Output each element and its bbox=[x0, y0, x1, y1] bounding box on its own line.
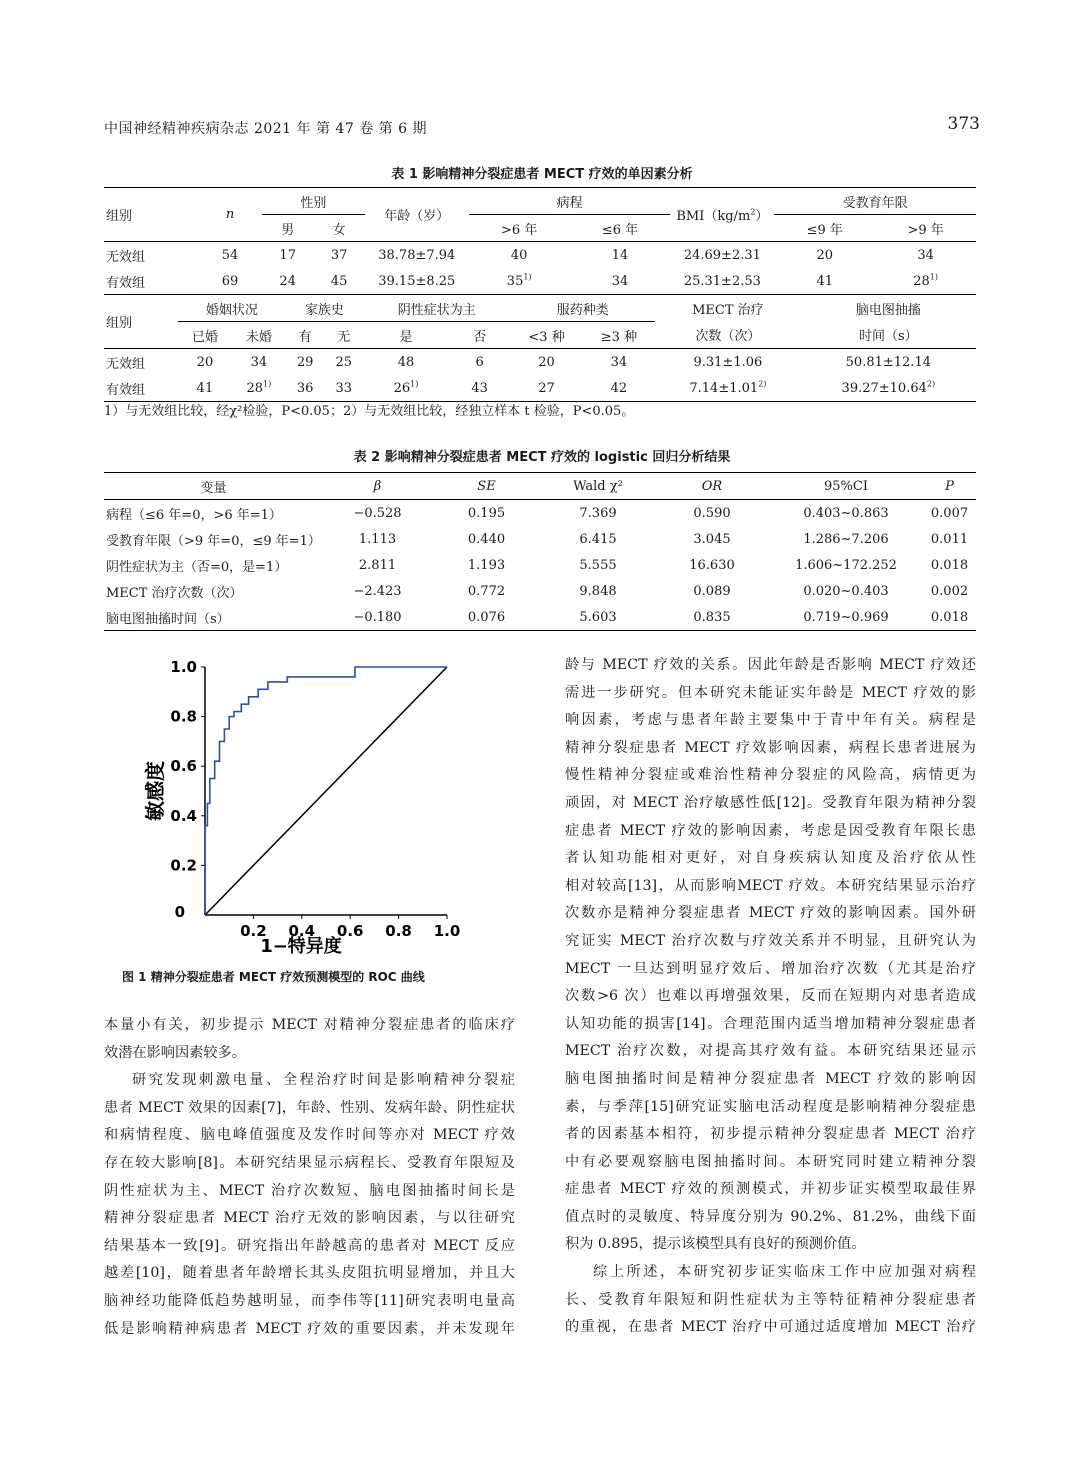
table-row: 有效组 69 24 45 39.15±8.25 35$^{1)}$ 34 25.31±2.53 41 28$^{1)}$ bbox=[104, 268, 976, 295]
text-line: 龄与 MECT 疗效的关系。因此年龄是否影响 MECT 疗效还 bbox=[565, 657, 976, 673]
table2-title: 表 2 影响精神分裂症患者 MECT 疗效的 logistic 回归分析结果 bbox=[353, 450, 731, 465]
text-line: 次数>6 次）也难以再增强效果，反而在短期内对患者造成 bbox=[565, 988, 976, 1005]
x-tick-label: 0.2 bbox=[240, 922, 267, 940]
text-line: 阴性症状为主、MECT 治疗次数短、脑电图抽搐时间长是 bbox=[104, 1182, 515, 1199]
text-line: 综上所述，本研究初步证实临床工作中应加强对病程 bbox=[593, 1264, 976, 1281]
th-gt6: >6 年 bbox=[501, 222, 538, 238]
text-line: MECT 治疗次数，对提高其疗效有益。本研究结果还显示 bbox=[565, 1043, 976, 1060]
x-tick-label: 0.6 bbox=[336, 922, 364, 940]
roc-chart bbox=[140, 655, 470, 955]
x-tick-label: 1.0 bbox=[433, 922, 461, 940]
text-line: 患者 MECT 效果的因素[7]，年龄、性别、发病年龄、阴性症状 bbox=[104, 1099, 515, 1116]
table-row: 脑电图抽搐时间（s） −0.180 0.076 5.603 0.835 0.719~0.969 0.018 bbox=[104, 604, 976, 631]
text-line: 存在较大影响[8]。本研究结果显示病程长、受教育年限短及 bbox=[104, 1154, 515, 1171]
table-row: 有效组 41 28$^{1)}$ 36 33 26$^{1)}$ 43 27 42 $7.14\pm 1.01^{2)}$ $39.27\pm 10.64^{2)}$ bbox=[104, 375, 976, 402]
table-row: 阴性症状为主（否=0，是=1） 2.811 1.193 5.555 16.630 1.606~172.252 0.018 bbox=[106, 557, 969, 575]
page-number: 373 bbox=[947, 114, 980, 134]
th-gt9: >9 年 bbox=[907, 222, 944, 238]
text-line: 结果基本一致[9]。研究指出年龄越高的患者对 MECT 反应 bbox=[104, 1237, 515, 1254]
table-row: 无效组 20 34 29 25 48 6 20 34 9.31±1.06 50.81±12.14 bbox=[106, 354, 931, 372]
x-tick-label: 0.8 bbox=[385, 922, 412, 940]
table-row: 病程（≤6 年=0，>6 年=1） −0.528 0.195 7.369 0.590 0.403~0.863 0.007 bbox=[106, 505, 969, 523]
th-male: 男 bbox=[281, 222, 295, 238]
text-line: 慢性精神分裂症或难治性精神分裂症的风险高，病情更为 bbox=[565, 767, 976, 784]
text-line: 中有必要观察脑电图抽搐时间。本研究同时建立精神分裂 bbox=[565, 1153, 976, 1170]
table-row: MECT 治疗次数（次） −2.423 0.772 9.848 0.089 0.020~0.403 0.002 bbox=[106, 583, 969, 601]
th-mect: MECT 治疗 bbox=[692, 302, 764, 318]
th-family: 家族史 bbox=[286, 295, 363, 322]
y-tick-label: 0.6 bbox=[170, 757, 197, 776]
text-line: 症患者 MECT 疗效的影响因素，考虑是因受教育年限长患 bbox=[565, 822, 976, 839]
th-group2: 组别 bbox=[104, 295, 178, 349]
y-tick-label: 0.2 bbox=[170, 856, 197, 875]
left-column-text bbox=[104, 1012, 515, 1343]
y-tick-label: 0.4 bbox=[170, 806, 197, 825]
text-line: 症患者 MECT 疗效的预测模式，并初步证实模型取最佳界 bbox=[565, 1181, 976, 1198]
text-line: 积为 0.895，提示该模型具有良好的预测价值。 bbox=[565, 1236, 866, 1253]
th-le9: ≤9 年 bbox=[806, 222, 843, 238]
figure1-caption: 图 1 精神分裂症患者 MECT 疗效预测模型的 ROC 曲线 bbox=[122, 970, 425, 984]
th-bmi: $BMI(kg/m^2)$ bbox=[670, 188, 774, 242]
th-le6: ≤6 年 bbox=[601, 222, 639, 238]
y-tick-label: 0.8 bbox=[170, 707, 197, 726]
right-column-text bbox=[565, 652, 976, 1342]
text-line: 者认知功能相对更好，对自身疾病认知度及治疗依从性 bbox=[565, 850, 976, 867]
th-group: 组别 bbox=[104, 188, 198, 242]
table-row: 无效组 54 17 37 38.78±7.94 40 14 24.69±2.31 20 34 bbox=[106, 247, 934, 265]
text-line: 究证实 MECT 治疗次数与疗效关系并不明显，且研究认为 bbox=[565, 932, 976, 949]
text-line: 长、受教育年限短和阴性症状为主等特征精神分裂症患者 bbox=[565, 1291, 976, 1308]
text-line: 者的因素基本相符，初步提示精神分裂症患者 MECT 治疗 bbox=[565, 1126, 976, 1143]
text-line: 顽固，对 MECT 治疗敏感性低[12]。受教育年限为精神分裂 bbox=[565, 794, 976, 811]
th-drug: 服药种类 bbox=[510, 295, 655, 322]
text-line: 的重视，在患者 MECT 治疗中可通过适度增加 MECT 治疗 bbox=[565, 1319, 976, 1336]
text-line: 响因素，考虑与患者年龄主要集中于青中年有关。病程是 bbox=[565, 712, 976, 729]
text-line: MECT 一旦达到明显疗效后、增加治疗次数（尤其是治疗 bbox=[565, 960, 976, 977]
th-female: 女 bbox=[332, 222, 346, 238]
th-beta: β bbox=[373, 478, 382, 494]
th-age: 年龄（岁） bbox=[365, 188, 469, 242]
table1-title: 表 1 影响精神分裂症患者 MECT 疗效的单因素分析 bbox=[391, 167, 693, 182]
text-line: 认知功能的损害[14]。合理范围内适当增加精神分裂症患者 bbox=[565, 1015, 976, 1032]
x-axis-label: 1−特异度 bbox=[260, 936, 342, 955]
th-eeg: 脑电图抽搐 bbox=[855, 302, 921, 318]
table1-part2: 组别 婚姻状况 家族史 阴性症状为主 服药种类 MECT 治疗 脑电图抽搐 已婚 未婚 有 无 是 否 <3 种 ≥3 种 次数（次） 时间（s） 无效组 20 34 29 25 48 6 20 34 9.31±1.06 50.81±12.14 有效组 41 28$^{1)}$ 36 33 26$^{1)}$ 43 27 42 $7.14\pm 1.01^{2)}$ $39.27\pm 10.64^{2)}$ bbox=[104, 295, 976, 402]
text-line: 次数亦是精神分裂症患者 MECT 疗效的影响因素。国外研 bbox=[565, 905, 976, 922]
text-line: 越差[10]，随着患者年龄增长其头皮阻抗明显增加，并且大 bbox=[104, 1265, 515, 1282]
text-line: 研究发现刺激电量、全程治疗时间是影响精神分裂症 bbox=[132, 1072, 515, 1089]
y-tick-label: 0 bbox=[174, 903, 185, 921]
th-edu: 受教育年限 bbox=[774, 188, 976, 215]
th-n: n bbox=[198, 188, 262, 242]
text-line: 脑电图抽搐时间是精神分裂症患者 MECT 疗效的影响因 bbox=[565, 1070, 976, 1087]
running-header bbox=[104, 114, 980, 142]
th-sex: 性别 bbox=[262, 188, 365, 215]
text-line: 本量小有关，初步提示 MECT 对精神分裂症患者的临床疗 bbox=[104, 1017, 515, 1033]
table1 bbox=[104, 187, 976, 295]
th-or: OR bbox=[701, 478, 723, 494]
text-line: 精神分裂症患者 MECT 治疗无效的影响因素，与以往研究 bbox=[104, 1210, 515, 1227]
y-axis-label: 敏感度 bbox=[143, 761, 167, 821]
th-ci: 95%CI bbox=[824, 478, 868, 494]
th-se: SE bbox=[477, 478, 496, 494]
text-line: 相对较高[13]，从而影响MECT 疗效。本研究结果显示治疗 bbox=[565, 877, 976, 894]
text-line: 效潜在影响因素较多。 bbox=[104, 1044, 246, 1061]
table2-header bbox=[104, 473, 976, 500]
th-wald: Wald χ² bbox=[573, 478, 623, 494]
x-tick-label: 0.4 bbox=[288, 922, 316, 940]
table1-note: 1）与无效组比较，经χ²检验，P<0.05；2）与无效组比较，经独立样本 t 检验，P<0.05。 bbox=[104, 404, 635, 419]
th-variable: 变量 bbox=[200, 480, 227, 496]
text-line: 脑神经功能降低趋势越明显，而李伟等[11]研究表明电量高 bbox=[104, 1292, 515, 1309]
text-line: 需进一步研究。但本研究未能证实年龄是 MECT 疗效的影 bbox=[565, 684, 976, 701]
table2 bbox=[104, 472, 976, 631]
journal-info: 中国神经精神疾病杂志 2021 年 第 47 卷 第 6 期 bbox=[104, 121, 427, 137]
th-p: P bbox=[945, 478, 954, 494]
th-marital: 婚姻状况 bbox=[178, 295, 286, 322]
text-line: 精神分裂症患者 MECT 疗效影响因素，病程长患者进展为 bbox=[565, 739, 976, 756]
text-line: 低是影响精神病患者 MECT 疗效的重要因素，并未发现年 bbox=[104, 1320, 515, 1337]
text-line: 和病情程度、脑电峰值强度及发作时间等亦对 MECT 疗效 bbox=[104, 1127, 515, 1144]
th-negative: 阴性症状为主 bbox=[363, 295, 510, 322]
text-line: 素，与季萍[15]研究证实脑电活动程度是影响精神分裂症患 bbox=[565, 1098, 976, 1115]
y-tick-label: 1.0 bbox=[170, 658, 197, 676]
table-row: 受教育年限（>9 年=0，≤9 年=1） 1.113 0.440 6.415 3.045 1.286~7.206 0.011 bbox=[106, 531, 969, 549]
th-course: 病程 bbox=[469, 188, 671, 215]
text-line: 值点时的灵敏度、特异度分别为 90.2%、81.2%，曲线下面 bbox=[565, 1208, 976, 1225]
